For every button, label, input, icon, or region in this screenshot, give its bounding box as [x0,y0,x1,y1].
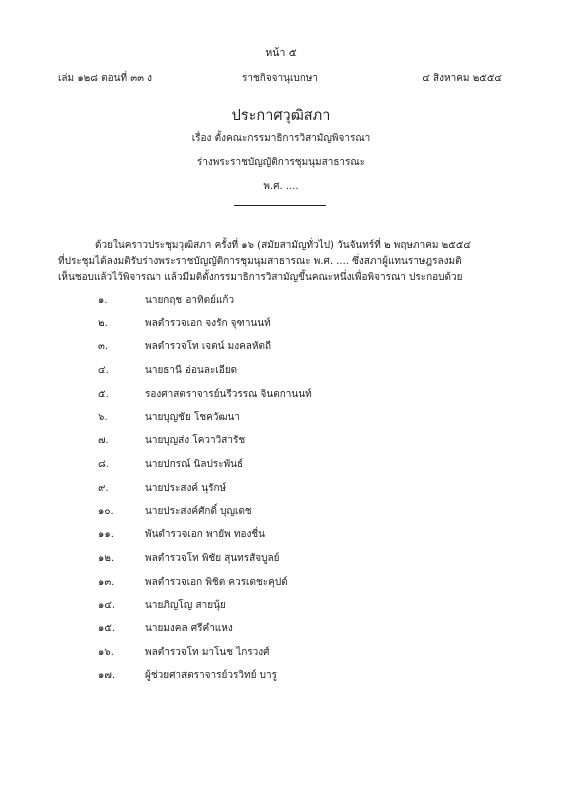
member-name: ผู้ช่วยศาสตราจารย์วรวิทย์ บารู [145,670,277,681]
body-line-3: เห็นชอบแล้วไว้พิจารณา แล้วมีมติตั้งกรรมาธิการวิสามัญขึ้นคณะหนึ่งเพื่อพิจารณา ประกอบด้วย [58,272,463,283]
list-item [0,645,562,661]
list-item [0,410,562,426]
gazette-header [58,71,502,85]
publication-name: ราชกิจจานุเบกษา [241,73,319,84]
member-name: นายบุญชัย โชควัฒนา [145,412,240,423]
buddhist-era-year: พ.ศ. .... [263,181,299,192]
member-number: ๑๔. [98,600,116,611]
member-name: พันตำรวจเอก พายัพ ทองชื่น [145,529,265,540]
member-number: ๕. [98,389,109,400]
list-item [0,575,562,591]
member-name: นายกฤช อาทิตย์แก้ว [145,295,235,306]
member-number: ๑๖. [98,647,114,658]
member-name: พลตำรวจโท เจตน์ มงคลหัตถี [145,341,272,352]
list-item [0,481,562,497]
publication-date: ๔ สิงหาคม ๒๕๕๔ [422,73,502,84]
body-line-1: ด้วยในคราวประชุมวุฒิสภา ครั้งที่ ๑๖ (สมัยสามัญทั่วไป) วันจันทร์ที่ ๒ พฤษภาคม ๒๕๕๔ [95,240,471,251]
list-item [0,457,562,473]
member-number: ๑. [98,295,108,306]
member-number: ๑๑. [98,529,114,540]
member-name: นายประสงค์ศักดิ์ บุญเดช [145,506,252,517]
member-name: พลตำรวจเอก จงรัก จุฑานนท์ [145,318,271,329]
member-name: นายมงคล ศรีคำแหง [145,623,233,634]
list-item [0,363,562,379]
list-item [0,433,562,449]
member-name: นายบุญส่ง โควาวิสารัช [145,435,246,446]
member-number: ๑๗. [98,670,116,681]
member-name: พลตำรวจเอก พิชิต ควรเดชะคุปต์ [145,577,288,588]
volume-issue: เล่ม ๑๒๘ ตอนที่ ๓๓ ง [58,73,152,84]
member-number: ๑๒. [98,553,115,564]
member-number: ๘. [98,459,109,470]
page-number: หน้า ๕ [265,47,297,59]
list-item [0,621,562,637]
member-name: พลตำรวจโท พิชัย สุนทรสัจบูลย์ [145,553,280,564]
list-item [0,504,562,520]
body-line-2: ที่ประชุมได้ลงมติรับร่างพระราชบัญญัติการชุมนุมสาธารณะ พ.ศ. .... ซึ่งสภาผู้แทนราษฎรลงมติ [58,256,462,267]
list-item [0,316,562,332]
list-item [0,293,562,309]
draft-bill-title: ร่างพระราชบัญญัติการชุมนุมสาธารณะ [196,157,366,168]
list-item [0,527,562,543]
member-name: นายภิญโญ สายนุ้ย [145,600,226,611]
member-number: ๑๕. [98,623,116,634]
member-name: นายประสงค์ นุรักษ์ [145,483,227,494]
member-number: ๙. [98,483,109,494]
member-number: ๗. [98,435,109,446]
member-name: พลตำรวจโท มาโนช ไกรวงศ์ [145,647,270,658]
member-name: นายธานี อ่อนละเอียด [145,365,238,376]
list-item [0,598,562,614]
announcement-title: ประกาศวุฒิสภา [231,108,331,124]
list-item [0,339,562,355]
list-item [0,668,562,684]
member-number: ๒. [98,318,108,329]
title-divider [234,205,326,206]
list-item [0,551,562,567]
member-name: นายปกรณ์ นิลประพันธ์ [145,459,244,470]
announcement-subject: เรื่อง ตั้งคณะกรรมาธิการวิสามัญพิจารณา [191,133,371,144]
member-number: ๑๓. [98,577,115,588]
member-number: ๔. [98,365,109,376]
member-number: ๓. [98,341,109,352]
member-number: ๖. [98,412,108,423]
member-number: ๑๐. [98,506,114,517]
member-name: รองศาสตราจารย์นรีวรรณ จินตกานนท์ [145,389,312,400]
list-item [0,387,562,403]
